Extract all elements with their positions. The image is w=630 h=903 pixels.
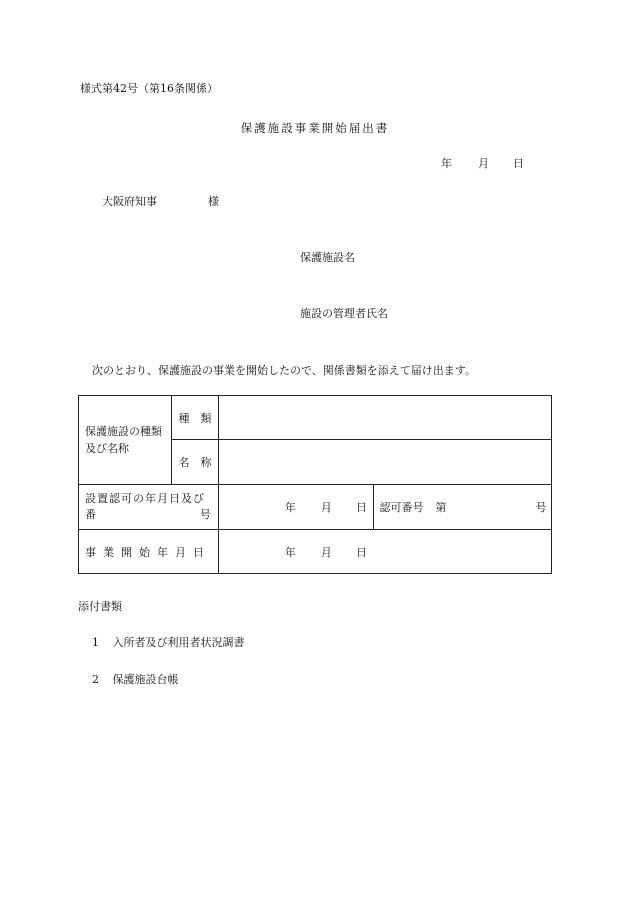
approval-number-label: 認可番号	[379, 501, 424, 514]
attachment-number: 1	[92, 636, 99, 649]
attachment-item	[92, 634, 245, 650]
approval-number-go: 号	[535, 501, 547, 514]
attachments-heading: 添付書類	[78, 600, 122, 613]
type-label: 種 類	[172, 396, 219, 440]
attachment-text: 入所者及び利用者状況調書	[112, 636, 245, 649]
approval-date-label-go: 号	[199, 508, 212, 521]
document-title: 保護施設事業開始届出書	[240, 121, 390, 135]
approval-month-label: 月	[320, 501, 332, 514]
start-month-label: 月	[320, 546, 332, 559]
attachment-text: 保護施設台帳	[112, 673, 179, 686]
statement-text: 次のとおり、保護施設の事業を開始したので、関係書類を添えて届け出ます。	[92, 364, 476, 377]
approval-date-field[interactable]	[218, 485, 374, 530]
name-label: 名 称	[172, 440, 219, 485]
date-month-label: 月	[478, 157, 489, 170]
manager-name-label: 施設の管理者氏名	[300, 307, 388, 320]
start-year-label: 年	[284, 546, 296, 559]
attachment-item	[92, 671, 179, 687]
honorific: 様	[208, 195, 219, 208]
table-row	[79, 396, 552, 440]
type-and-name-label: 保護施設の種類及び名称	[79, 396, 172, 485]
approval-year-label: 年	[284, 501, 296, 514]
attachment-number: 2	[92, 673, 99, 686]
start-day-label: 日	[355, 546, 367, 559]
table-row	[79, 530, 552, 574]
approval-date-label-line1: 設置認可の年月日及び	[85, 492, 205, 505]
approval-number-dai: 第	[435, 501, 447, 514]
form-number: 様式第42号（第16条関係）	[80, 82, 218, 95]
name-value-field[interactable]	[218, 440, 551, 485]
approval-date-label-line2	[85, 507, 212, 523]
table-row	[79, 485, 552, 530]
form-table	[78, 395, 552, 574]
start-date-field[interactable]	[218, 530, 551, 574]
approval-day-label: 日	[355, 501, 367, 514]
date-day-label: 日	[513, 157, 524, 170]
approval-number-field[interactable]	[374, 485, 552, 530]
date-year-label: 年	[441, 157, 452, 170]
facility-name-label: 保護施設名	[300, 251, 355, 264]
approval-date-label	[79, 485, 219, 530]
start-date-label: 事業開始年月日	[79, 530, 219, 574]
approval-date-label-ban: 番	[85, 508, 97, 521]
type-value-field[interactable]	[218, 396, 551, 440]
addressee: 大阪府知事	[102, 195, 157, 208]
